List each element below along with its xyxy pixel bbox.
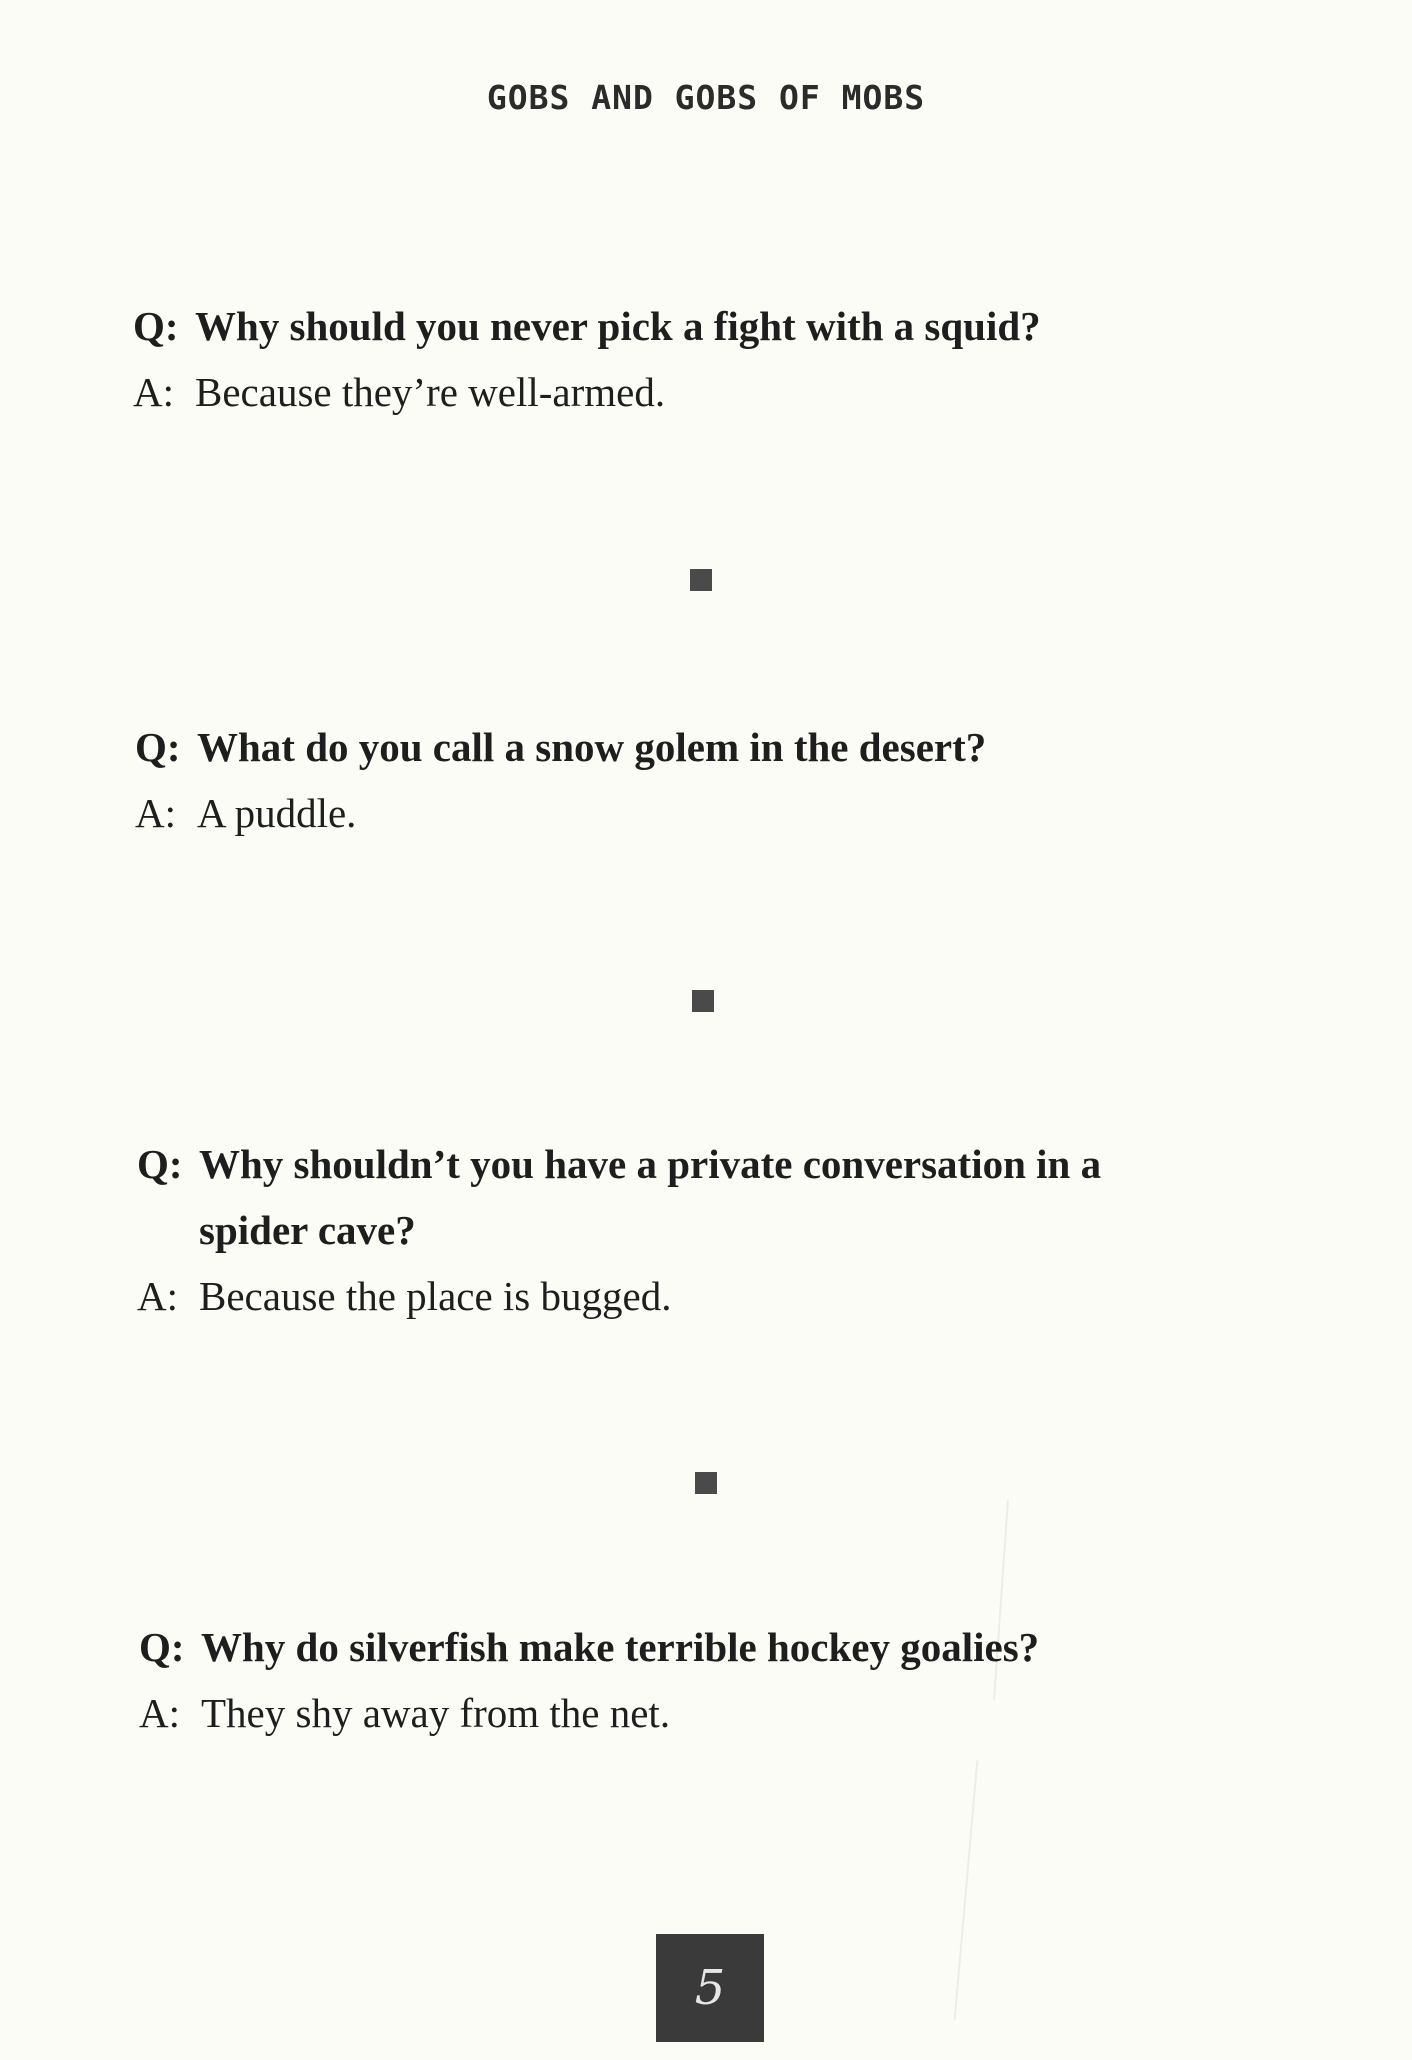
answer-label: A: <box>133 369 174 415</box>
separator-square <box>690 569 712 591</box>
question-line <box>133 293 1041 359</box>
page-number: 5 <box>656 1934 764 2042</box>
answer-label: A: <box>139 1690 180 1736</box>
joke-3 <box>137 1131 1101 1329</box>
question-label: Q: <box>133 303 179 349</box>
running-head: GOBS AND GOBS OF MOBS <box>486 78 926 117</box>
question-text: What do you call a snow golem in the desert? <box>197 724 987 770</box>
question-text: Why should you never pick a fight with a squid? <box>195 303 1041 349</box>
question-label: Q: <box>137 1141 183 1187</box>
separator-square <box>692 990 714 1012</box>
question-label: Q: <box>135 724 181 770</box>
answer-text: They shy away from the net. <box>201 1690 671 1736</box>
question-continuation: spider cave? <box>199 1207 416 1253</box>
answer-line <box>135 780 986 846</box>
joke-1 <box>133 293 1041 425</box>
answer-line <box>133 359 1041 425</box>
answer-text: Because they’re well-armed. <box>195 369 666 415</box>
answer-line <box>137 1263 1101 1329</box>
question-text: Why shouldn’t you have a private conversation in a <box>199 1141 1102 1187</box>
question-line <box>137 1131 1101 1197</box>
joke-4 <box>139 1614 1039 1746</box>
question-label: Q: <box>139 1624 185 1670</box>
joke-2 <box>135 714 986 846</box>
answer-text: Because the place is bugged. <box>199 1273 672 1319</box>
question-line <box>135 714 986 780</box>
answer-text: A puddle. <box>197 790 357 836</box>
answer-line <box>139 1680 1039 1746</box>
question-line <box>139 1614 1039 1680</box>
question-text: Why do silverfish make terrible hockey goalies? <box>201 1624 1040 1670</box>
answer-label: A: <box>137 1273 178 1319</box>
scan-crease <box>954 1760 979 2019</box>
separator-square <box>695 1472 717 1494</box>
answer-label: A: <box>135 790 176 836</box>
